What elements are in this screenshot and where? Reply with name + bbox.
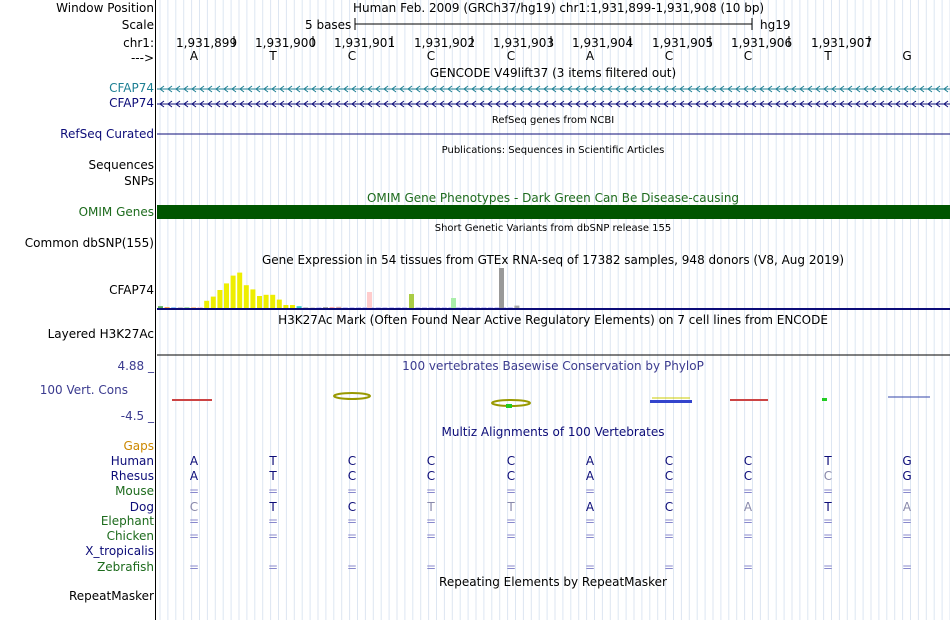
alignment-base: = bbox=[584, 529, 596, 543]
alignment-base: = bbox=[901, 529, 913, 543]
conservation-min: -4.5 _ bbox=[120, 409, 154, 423]
alignment-base: = bbox=[505, 560, 517, 574]
snps-label[interactable]: SNPs bbox=[124, 174, 154, 188]
gtex-bar bbox=[495, 307, 500, 308]
gtex-bar bbox=[396, 307, 401, 308]
base-letter: A bbox=[189, 49, 199, 63]
alignment-base: C bbox=[347, 500, 357, 514]
phylop-mark bbox=[650, 400, 692, 403]
alignment-base: A bbox=[189, 454, 199, 468]
alignment-base: = bbox=[584, 484, 596, 498]
omim-label[interactable]: OMIM Genes bbox=[78, 205, 154, 219]
gtex-bar bbox=[310, 307, 315, 308]
alignment-base: = bbox=[346, 484, 358, 498]
alignment-base: = bbox=[663, 560, 675, 574]
gtex-bar bbox=[499, 268, 504, 308]
gtex-bar bbox=[158, 306, 163, 308]
coord-label: 1,931,906 bbox=[731, 36, 793, 50]
alignment-base: = bbox=[267, 514, 279, 528]
gtex-bar bbox=[389, 307, 394, 308]
phylop-mark bbox=[506, 404, 512, 408]
alignment-base: = bbox=[584, 560, 596, 574]
gtex-bar bbox=[178, 307, 183, 308]
gtex-bar bbox=[435, 307, 440, 308]
alignment-base: = bbox=[425, 560, 437, 574]
coord-label: 1,931,904 bbox=[572, 36, 634, 50]
gtex-bar bbox=[224, 283, 229, 308]
alignment-base: = bbox=[822, 529, 834, 543]
gtex-bar bbox=[462, 307, 467, 308]
alignment-base: = bbox=[267, 529, 279, 543]
refseq-label[interactable]: RefSeq Curated bbox=[60, 127, 154, 141]
position-text[interactable]: Human Feb. 2009 (GRCh37/hg19) chr1:1,931,899-1,931,908 (10 bp) bbox=[353, 1, 765, 15]
alignment-base: C bbox=[347, 469, 357, 483]
coord-label: 1,931,902 bbox=[414, 36, 476, 50]
base-letter: C bbox=[743, 49, 753, 63]
gtex-title[interactable]: Gene Expression in 54 tissues from GTEx RNA-seq of 17382 samples, 948 donors (V8, Aug 2019) bbox=[261, 253, 845, 267]
coord-label: 1,931,903 bbox=[493, 36, 555, 50]
gtex-bar bbox=[277, 300, 282, 308]
gtex-bar bbox=[429, 307, 434, 308]
conservation-label[interactable]: 100 Vert. Cons bbox=[39, 383, 128, 397]
gtex-bar bbox=[290, 305, 295, 308]
alignment-base: = bbox=[663, 514, 675, 528]
species-label-x_tropicalis[interactable]: X_tropicalis bbox=[85, 544, 154, 558]
phylop-mark bbox=[334, 393, 370, 399]
gtex-bar bbox=[165, 307, 170, 308]
h3k27ac-label[interactable]: Layered H3K27Ac bbox=[47, 327, 154, 341]
alignment-base: = bbox=[901, 560, 913, 574]
gtex-bar bbox=[422, 307, 427, 308]
repeatmasker-title[interactable]: Repeating Elements by RepeatMasker bbox=[439, 575, 667, 589]
gtex-bar bbox=[442, 307, 447, 308]
gtex-bar bbox=[356, 307, 361, 308]
alignment-base: A bbox=[902, 500, 912, 514]
alignment-base: = bbox=[425, 514, 437, 528]
gencode-item-2-label[interactable]: CFAP74 bbox=[109, 96, 154, 110]
alignment-base: = bbox=[346, 529, 358, 543]
h3k27ac-title[interactable]: H3K27Ac Mark (Often Found Near Active Regulatory Elements) on 7 cell lines from ENCODE bbox=[278, 313, 828, 327]
alignment-base: = bbox=[188, 529, 200, 543]
repeatmasker-label[interactable]: RepeatMasker bbox=[68, 589, 154, 603]
gtex-bar bbox=[211, 297, 216, 308]
alignment-base: C bbox=[426, 454, 436, 468]
gtex-bar bbox=[363, 307, 368, 308]
gtex-bar bbox=[508, 307, 513, 308]
alignment-base: G bbox=[902, 454, 912, 468]
gaps-label[interactable]: Gaps bbox=[123, 439, 154, 453]
base-letter: C bbox=[347, 49, 357, 63]
gencode-title[interactable]: GENCODE V49lift37 (3 items filtered out) bbox=[429, 66, 677, 80]
alignment-base: = bbox=[822, 484, 834, 498]
base-letter: C bbox=[664, 49, 674, 63]
alignment-base: = bbox=[188, 484, 200, 498]
publications-title[interactable]: Publications: Sequences in Scientific Articles bbox=[441, 145, 665, 156]
alignment-base: = bbox=[267, 560, 279, 574]
base-letter: A bbox=[585, 49, 595, 63]
gtex-label[interactable]: CFAP74 bbox=[109, 283, 154, 297]
alignment-base: = bbox=[267, 484, 279, 498]
gtex-bar bbox=[367, 292, 372, 308]
species-label-human[interactable]: Human bbox=[110, 454, 154, 468]
alignment-base: = bbox=[901, 514, 913, 528]
dbsnp-title[interactable]: Short Genetic Variants from dbSNP release 155 bbox=[434, 223, 672, 234]
gtex-bar bbox=[244, 285, 249, 308]
gtex-bar bbox=[376, 307, 381, 308]
alignment-base: C bbox=[664, 500, 674, 514]
alignment-base: T bbox=[269, 469, 277, 483]
alignment-base: T bbox=[269, 500, 277, 514]
alignment-base: = bbox=[425, 529, 437, 543]
gtex-bar bbox=[323, 307, 328, 308]
alignment-base: C bbox=[743, 454, 753, 468]
label-divider bbox=[155, 0, 156, 620]
gtex-bar bbox=[191, 307, 196, 308]
gtex-bar bbox=[415, 307, 420, 308]
alignment-base: A bbox=[743, 500, 753, 514]
base-letter: C bbox=[506, 49, 516, 63]
alignment-base: = bbox=[505, 529, 517, 543]
dbsnp-label[interactable]: Common dbSNP(155) bbox=[24, 236, 154, 250]
scale-label: Scale bbox=[121, 18, 154, 32]
gtex-bar bbox=[316, 307, 321, 308]
alignment-base: C bbox=[823, 469, 833, 483]
gtex-bar bbox=[336, 307, 341, 308]
alignment-base: A bbox=[585, 500, 595, 514]
base-letter: C bbox=[426, 49, 436, 63]
gtex-bar bbox=[303, 307, 308, 308]
multiz-title[interactable]: Multiz Alignments of 100 Vertebrates bbox=[441, 425, 665, 439]
omim-title[interactable]: OMIM Gene Phenotypes - Dark Green Can Be Disease-causing bbox=[366, 191, 740, 205]
alignment-base: = bbox=[584, 514, 596, 528]
alignment-base: T bbox=[824, 454, 832, 468]
alignment-base: = bbox=[505, 484, 517, 498]
alignment-base: = bbox=[822, 514, 834, 528]
species-label-mouse[interactable]: Mouse bbox=[115, 484, 154, 498]
alignment-base: = bbox=[188, 560, 200, 574]
alignment-base: A bbox=[585, 469, 595, 483]
species-label-elephant[interactable]: Elephant bbox=[100, 514, 154, 528]
coord-label: 1,931,901 bbox=[334, 36, 396, 50]
alignment-base: = bbox=[742, 514, 754, 528]
gtex-bar bbox=[475, 307, 480, 308]
alignment-base: T bbox=[507, 500, 515, 514]
alignment-base: A bbox=[189, 469, 199, 483]
alignment-base: C bbox=[347, 454, 357, 468]
gtex-bar bbox=[264, 295, 269, 308]
gtex-bar bbox=[343, 307, 348, 308]
gtex-bar bbox=[402, 307, 407, 308]
base-letter: T bbox=[824, 49, 832, 63]
coord-label: 1,931,907 bbox=[811, 36, 873, 50]
gtex-bar bbox=[330, 307, 335, 308]
alignment-base: C bbox=[506, 454, 516, 468]
gtex-bar bbox=[257, 296, 262, 308]
phylop-mark bbox=[822, 398, 827, 401]
alignment-base: = bbox=[742, 484, 754, 498]
scale-text: 5 bases bbox=[305, 18, 352, 32]
species-label-dog[interactable]: Dog bbox=[129, 500, 154, 514]
gtex-bar bbox=[250, 289, 255, 308]
coord-label: 1,931,899 bbox=[176, 36, 238, 50]
alignment-base: C bbox=[664, 469, 674, 483]
gtex-bar bbox=[237, 273, 242, 308]
gtex-bar bbox=[409, 294, 414, 308]
alignment-base: C bbox=[664, 454, 674, 468]
gtex-bar bbox=[514, 306, 519, 308]
gtex-bar bbox=[283, 305, 288, 308]
conservation-title[interactable]: 100 vertebrates Basewise Conservation by PhyloP bbox=[402, 359, 704, 373]
gtex-bar bbox=[349, 307, 354, 308]
strand-label: ---> bbox=[130, 51, 154, 65]
species-label-chicken[interactable]: Chicken bbox=[106, 529, 154, 543]
alignment-base: = bbox=[346, 514, 358, 528]
gtex-bar bbox=[382, 307, 387, 308]
base-letter: T bbox=[269, 49, 277, 63]
gtex-bar bbox=[171, 307, 176, 308]
alignment-base: A bbox=[585, 454, 595, 468]
gtex-bar bbox=[217, 290, 222, 308]
alignment-base: C bbox=[506, 469, 516, 483]
assembly-label: hg19 bbox=[760, 18, 791, 32]
gtex-bar bbox=[451, 298, 456, 308]
publications-label[interactable]: Sequences bbox=[88, 158, 154, 172]
species-label-zebrafish[interactable]: Zebrafish bbox=[97, 560, 154, 574]
alignment-base: T bbox=[824, 500, 832, 514]
refseq-title[interactable]: RefSeq genes from NCBI bbox=[491, 115, 615, 126]
alignment-base: = bbox=[663, 484, 675, 498]
alignment-base: T bbox=[269, 454, 277, 468]
alignment-base: = bbox=[505, 514, 517, 528]
alignment-base: G bbox=[902, 469, 912, 483]
gtex-bar bbox=[231, 276, 236, 308]
chrom-label: chr1: bbox=[123, 36, 154, 50]
gtex-bar bbox=[488, 307, 493, 308]
gtex-bar bbox=[297, 306, 302, 308]
alignment-base: = bbox=[742, 560, 754, 574]
alignment-base: C bbox=[189, 500, 199, 514]
coord-label: 1,931,900 bbox=[255, 36, 317, 50]
base-letter: G bbox=[902, 49, 912, 63]
alignment-base: = bbox=[346, 560, 358, 574]
alignment-base: = bbox=[742, 529, 754, 543]
alignment-base: = bbox=[425, 484, 437, 498]
alignment-base: = bbox=[188, 514, 200, 528]
omim-bar bbox=[157, 205, 950, 219]
gtex-bar bbox=[270, 295, 275, 308]
alignment-base: = bbox=[901, 484, 913, 498]
alignment-base: = bbox=[822, 560, 834, 574]
alignment-base: C bbox=[426, 469, 436, 483]
gencode-item-1-label[interactable]: CFAP74 bbox=[109, 81, 154, 95]
gtex-bar bbox=[481, 307, 486, 308]
gtex-bar bbox=[184, 307, 189, 308]
species-label-rhesus[interactable]: Rhesus bbox=[110, 469, 154, 483]
conservation-max: 4.88 _ bbox=[117, 359, 154, 373]
coord-label: 1,931,905 bbox=[652, 36, 714, 50]
gtex-bar bbox=[468, 307, 473, 308]
gtex-bar bbox=[198, 307, 203, 308]
alignment-base: = bbox=[663, 529, 675, 543]
window-position-label: Window Position bbox=[56, 1, 154, 15]
alignment-base: T bbox=[427, 500, 435, 514]
gtex-bar bbox=[204, 301, 209, 308]
alignment-base: C bbox=[743, 469, 753, 483]
